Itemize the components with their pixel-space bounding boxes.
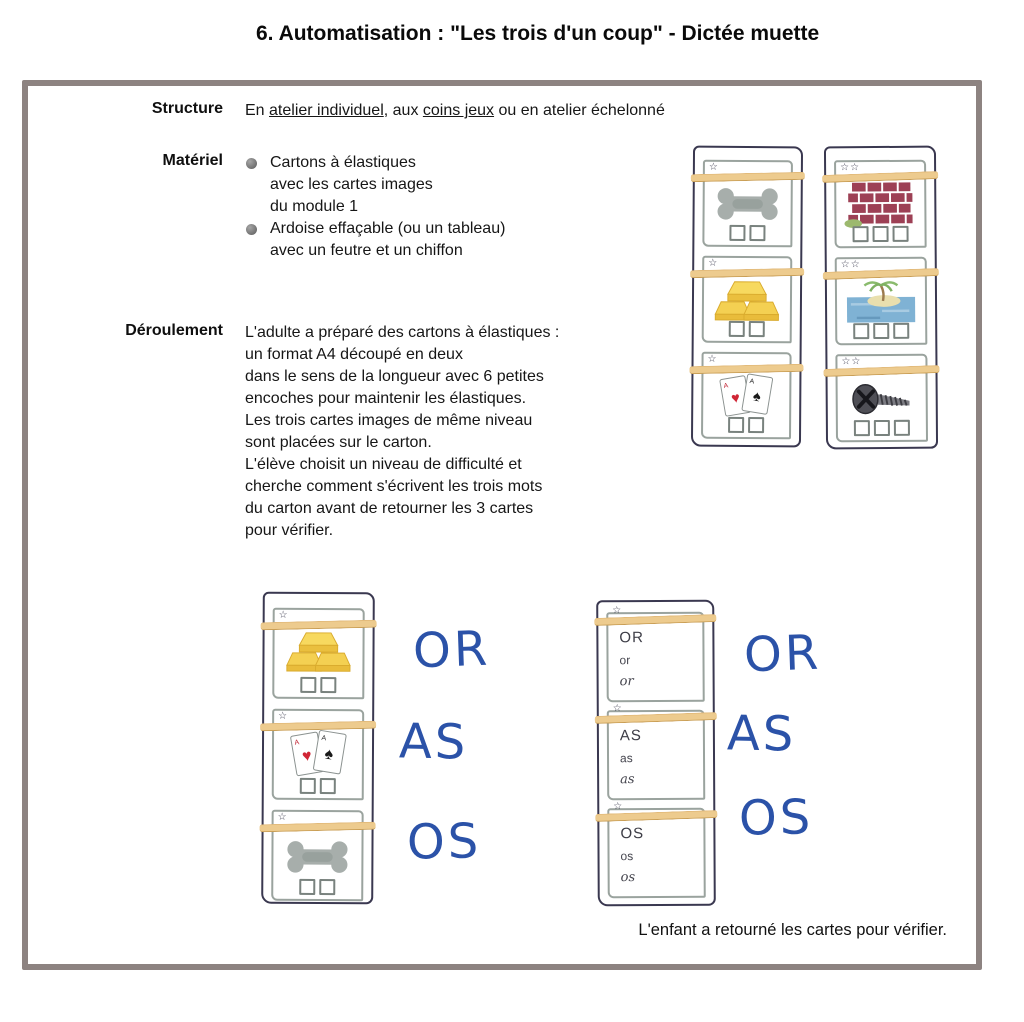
letter-box xyxy=(300,778,316,794)
bone-icon xyxy=(712,183,784,226)
letter-box xyxy=(874,420,890,436)
letter-boxes xyxy=(837,323,925,340)
materiel-list xyxy=(246,152,505,262)
svg-text:♥: ♥ xyxy=(730,390,742,408)
materiel-line: du module 1 xyxy=(270,198,359,215)
handwritten-word-as: AS xyxy=(726,705,797,763)
letter-boxes xyxy=(704,225,790,242)
letter-box xyxy=(729,321,745,337)
materiel-line: avec les cartes images xyxy=(270,176,433,193)
link-coins-jeux[interactable]: coins jeux xyxy=(422,102,495,119)
structure-text-part1: En xyxy=(245,102,270,119)
letter-boxes xyxy=(273,879,361,895)
ball-bullet-icon xyxy=(246,158,257,169)
word-lowercase: or xyxy=(619,653,631,668)
word-card-or xyxy=(606,605,704,703)
word-caps: OR xyxy=(619,629,644,647)
letter-box xyxy=(894,420,910,436)
deroulement-line: L'adulte a préparé des cartons à élastiques : xyxy=(245,324,560,341)
picture-card-gold xyxy=(272,608,364,699)
svg-text:♠: ♠ xyxy=(323,745,335,764)
word-cursive: or xyxy=(619,674,634,690)
letter-box xyxy=(299,879,315,895)
letter-box xyxy=(893,226,909,242)
handwritten-word-os: OS xyxy=(738,789,814,847)
structure-text-part3: ou en atelier échelonné xyxy=(494,102,665,119)
letter-box xyxy=(853,323,869,339)
deroulement-line: un format A4 découpé en deux xyxy=(245,346,463,363)
handwritten-word-os: OS xyxy=(406,813,482,871)
difficulty-stars: ☆ xyxy=(612,703,623,715)
svg-text:A: A xyxy=(320,734,327,743)
svg-text:A: A xyxy=(748,378,755,386)
letter-boxes xyxy=(274,677,362,693)
deroulement-line: Les trois cartes images de même niveau xyxy=(245,412,533,429)
island-icon xyxy=(845,277,917,326)
deroulement-line: du carton avant de retourner les 3 cartes xyxy=(245,500,534,517)
word-lowercase: as xyxy=(619,751,633,766)
materiel-label: Matériel xyxy=(162,152,223,169)
letter-boxes xyxy=(704,321,790,338)
elastic-band xyxy=(260,822,376,833)
letter-box xyxy=(873,323,889,339)
word-card-os xyxy=(607,801,705,899)
difficulty-stars: ☆☆ xyxy=(840,259,861,271)
difficulty-stars: ☆ xyxy=(708,257,719,269)
handwritten-word-as: AS xyxy=(398,713,469,771)
picture-card-aces xyxy=(701,352,792,440)
elastic-strip-words xyxy=(596,600,716,907)
letter-boxes xyxy=(837,226,925,243)
page-title: 6. Automatisation : "Les trois d'un coup" - Dictée muette xyxy=(256,22,820,45)
structure-label: Structure xyxy=(151,100,223,117)
difficulty-stars: ☆☆ xyxy=(840,162,861,174)
letter-box xyxy=(749,321,765,337)
elastic-band xyxy=(691,172,805,182)
letter-boxes xyxy=(838,420,926,437)
picture-card-bone xyxy=(271,810,363,901)
bone-icon xyxy=(281,836,353,878)
deroulement-line: L'élève choisit un niveau de difficulté et xyxy=(245,456,522,473)
deroulement-line: cherche comment s'écrivent les trois mots xyxy=(245,478,543,495)
word-caps: OS xyxy=(620,825,645,843)
picture-card-bone xyxy=(702,160,793,248)
screw-icon xyxy=(846,376,918,423)
difficulty-stars: ☆ xyxy=(278,609,289,621)
elastic-band xyxy=(261,620,377,631)
deroulement-label: Déroulement xyxy=(125,322,223,339)
word-cursive: as xyxy=(620,772,635,788)
handwritten-word-or: OR xyxy=(743,624,823,684)
letter-box xyxy=(728,417,744,433)
handwritten-word-or: OR xyxy=(412,620,492,680)
svg-text:A: A xyxy=(723,382,729,390)
brick-wall-icon xyxy=(844,180,916,229)
deroulement-line: dans le sens de la longueur avec 6 petites xyxy=(245,368,544,385)
materiel-line: avec un feutre et un chiffon xyxy=(270,242,463,259)
difficulty-stars: ☆ xyxy=(708,161,719,173)
letter-box xyxy=(749,225,765,241)
difficulty-stars: ☆ xyxy=(707,353,718,365)
ball-bullet-icon xyxy=(246,224,257,235)
letter-box xyxy=(319,879,335,895)
letter-box xyxy=(320,778,336,794)
letter-box xyxy=(873,226,889,242)
difficulty-stars: ☆☆ xyxy=(841,356,862,368)
letter-box xyxy=(729,225,745,241)
svg-text:♥: ♥ xyxy=(300,747,314,766)
letter-boxes xyxy=(703,417,789,434)
structure-text-part2: , aux xyxy=(383,102,423,119)
letter-box xyxy=(853,226,869,242)
letter-box xyxy=(893,323,909,339)
materiel-item-2 xyxy=(246,218,505,262)
picture-card-screw xyxy=(835,354,928,443)
materiel-line: Ardoise effaçable (ou un tableau) xyxy=(270,220,506,237)
playing-cards-icon xyxy=(710,370,782,421)
picture-card-island xyxy=(835,257,928,346)
picture-card-gold xyxy=(702,256,793,344)
difficulty-stars: ☆ xyxy=(613,801,624,813)
elastic-strip-level1 xyxy=(691,146,803,448)
materiel-item-1 xyxy=(246,152,505,218)
letter-boxes xyxy=(274,778,362,794)
word-cursive: os xyxy=(620,870,636,886)
link-atelier-individuel[interactable]: atelier individuel xyxy=(269,102,384,119)
svg-text:♠: ♠ xyxy=(751,388,762,406)
picture-card-wall xyxy=(834,160,927,249)
materiel-line: Cartons à élastiques xyxy=(270,154,416,171)
elastic-band xyxy=(690,268,804,278)
difficulty-stars: ☆ xyxy=(278,710,289,722)
word-card-as xyxy=(607,703,705,801)
deroulement-text xyxy=(245,322,559,542)
word-lowercase: os xyxy=(620,849,634,864)
deroulement-line: sont placées sur le carton. xyxy=(245,434,432,451)
difficulty-stars: ☆ xyxy=(612,605,623,617)
structure-text xyxy=(245,100,665,122)
illustration-caption: L'enfant a retourné les cartes pour vérifier. xyxy=(638,921,947,939)
letter-box xyxy=(320,677,336,693)
deroulement-line: pour vérifier. xyxy=(245,522,334,539)
playing-cards-icon xyxy=(281,726,355,780)
gold-bars-icon xyxy=(711,279,783,324)
letter-box xyxy=(300,677,316,693)
letter-box xyxy=(748,417,764,433)
svg-text:A: A xyxy=(294,739,300,747)
gold-bars-icon xyxy=(282,630,354,674)
word-caps: AS xyxy=(619,727,642,745)
letter-box xyxy=(854,420,870,436)
difficulty-stars: ☆ xyxy=(277,811,288,823)
deroulement-line: encoches pour maintenir les élastiques. xyxy=(245,390,527,407)
elastic-strip-level2 xyxy=(824,146,938,450)
picture-card-aces xyxy=(272,709,364,800)
elastic-strip-exercise xyxy=(261,592,375,905)
